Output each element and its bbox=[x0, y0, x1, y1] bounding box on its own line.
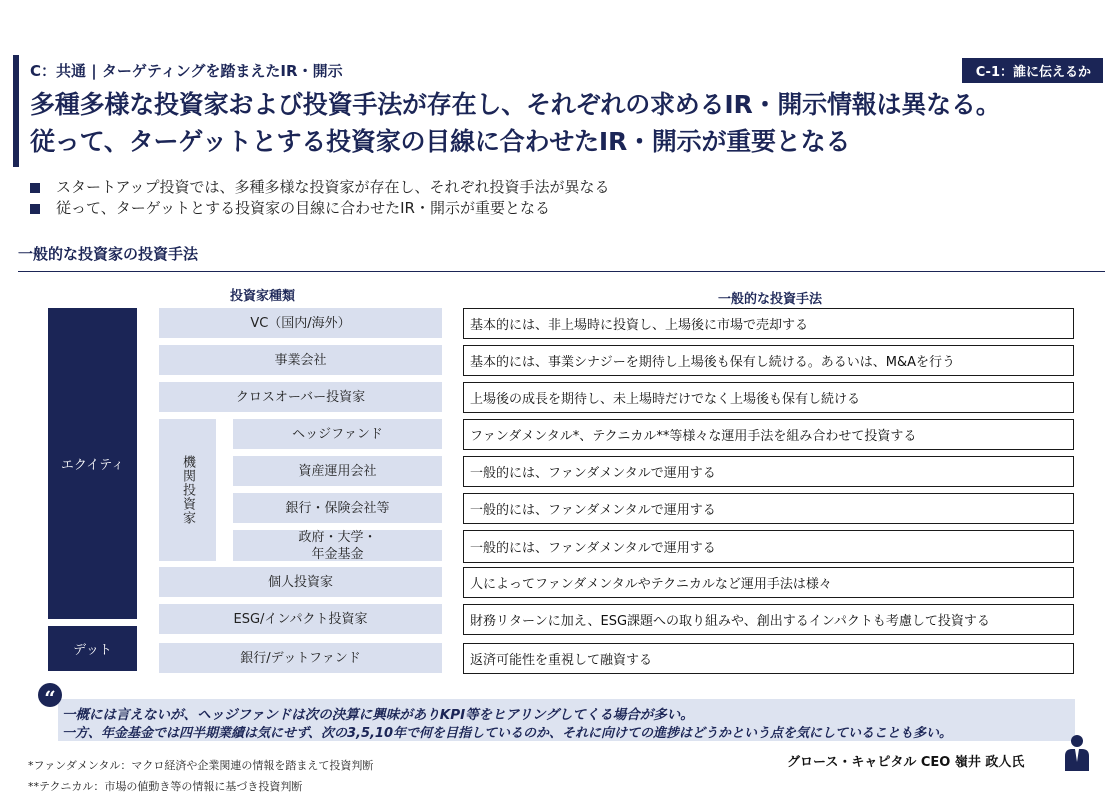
divider bbox=[18, 271, 1105, 272]
footnote: **テクニカル：市場の値動き等の情報に基づき投資判断 bbox=[28, 780, 303, 793]
investor-type-cell: クロスオーバー投資家 bbox=[159, 382, 442, 412]
method-cell: ファンダメンタル*、テクニカル**等様々な運用手法を組み合わせて投資する bbox=[463, 419, 1074, 450]
institutional-investor-text: 機関投資家 bbox=[180, 455, 195, 525]
bullet-item bbox=[30, 198, 610, 219]
table-title: 一般的な投資家の投資手法 bbox=[18, 245, 199, 263]
bullet-list bbox=[30, 177, 610, 219]
investor-type-cell: 銀行/デットファンド bbox=[159, 643, 442, 673]
investor-type-cell: 資産運用会社 bbox=[233, 456, 442, 486]
bullet-text: 従って、ターゲットとする投資家の目線に合わせたIR・開示が重要となる bbox=[56, 199, 550, 217]
investor-type-cell: 事業会社 bbox=[159, 345, 442, 375]
footnote: *ファンダメンタル：マクロ経済や企業関連の情報を踏まえて投資判断 bbox=[28, 759, 374, 772]
method-cell: 上場後の成長を期待し、未上場時だけでなく上場後も保有し続ける bbox=[463, 382, 1074, 413]
category-debt: デット bbox=[48, 626, 137, 671]
investor-type-line: 政府・大学・ bbox=[298, 529, 377, 545]
headline-line-1: 多種多様な投資家および投資手法が存在し、それぞれの求めるIR・開示情報は異なる。 bbox=[30, 90, 1001, 119]
quote-speaker: グロース・キャピタル CEO 嶺井 政人氏 bbox=[787, 755, 1025, 770]
investor-type-cell: VC（国内/海外） bbox=[159, 308, 442, 338]
bullet-text: スタートアップ投資では、多種多様な投資家が存在し、それぞれ投資手法が異なる bbox=[56, 178, 610, 196]
column-header-method: 一般的な投資手法 bbox=[718, 292, 823, 307]
accent-bar bbox=[13, 55, 19, 167]
method-cell: 返済可能性を重視して融資する bbox=[463, 643, 1074, 674]
headline-line-2: 従って、ターゲットとする投資家の目線に合わせたIR・開示が重要となる bbox=[30, 127, 851, 156]
category-equity: エクイティ bbox=[48, 308, 137, 619]
investor-type-cell: ESG/インパクト投資家 bbox=[159, 604, 442, 634]
method-cell: 財務リターンに加え、ESG課題への取り組みや、創出するインパクトも考慮して投資する bbox=[463, 604, 1074, 635]
square-bullet-icon bbox=[30, 183, 40, 193]
investor-type-cell: 銀行・保険会社等 bbox=[233, 493, 442, 523]
method-cell: 人によってファンダメンタルやテクニカルなど運用手法は様々 bbox=[463, 567, 1074, 598]
column-header-investor-type: 投資家種類 bbox=[230, 289, 296, 304]
method-cell: 基本的には、事業シナジーを期待し上場後も保有し続ける。あるいは、M&Aを行う bbox=[463, 345, 1074, 376]
investor-type-cell: ヘッジファンド bbox=[233, 419, 442, 449]
method-cell: 一般的には、ファンダメンタルで運用する bbox=[463, 493, 1074, 524]
method-cell: 基本的には、非上場時に投資し、上場後に市場で売却する bbox=[463, 308, 1074, 339]
person-icon bbox=[1064, 734, 1090, 772]
method-cell: 一般的には、ファンダメンタルで運用する bbox=[463, 456, 1074, 487]
square-bullet-icon bbox=[30, 204, 40, 214]
bullet-item bbox=[30, 177, 610, 198]
investor-type-cell bbox=[233, 530, 442, 561]
institutional-investor-label bbox=[159, 419, 216, 561]
quote-line-1: 一概には言えないが、ヘッジファンドは次の決算に興味がありKPI等をヒアリングしてくる場合が多い。 bbox=[62, 707, 694, 723]
page-headline bbox=[30, 86, 1001, 160]
investor-type-cell: 個人投資家 bbox=[159, 567, 442, 597]
method-cell: 一般的には、ファンダメンタルで運用する bbox=[463, 530, 1074, 563]
investor-type-line: 年金基金 bbox=[311, 546, 364, 562]
section-label: C：共通 | ターゲティングを踏まえたIR・開示 bbox=[30, 62, 343, 80]
quote-mark-icon: “ bbox=[38, 683, 62, 707]
section-tag: C-1：誰に伝えるか bbox=[962, 58, 1103, 83]
quote-line-2: 一方、年金基金では四半期業績は気にせず、次の3,5,10年で何を目指しているのか、それに向けての進捗はどうかという点を気にしていることも多い。 bbox=[62, 726, 953, 741]
